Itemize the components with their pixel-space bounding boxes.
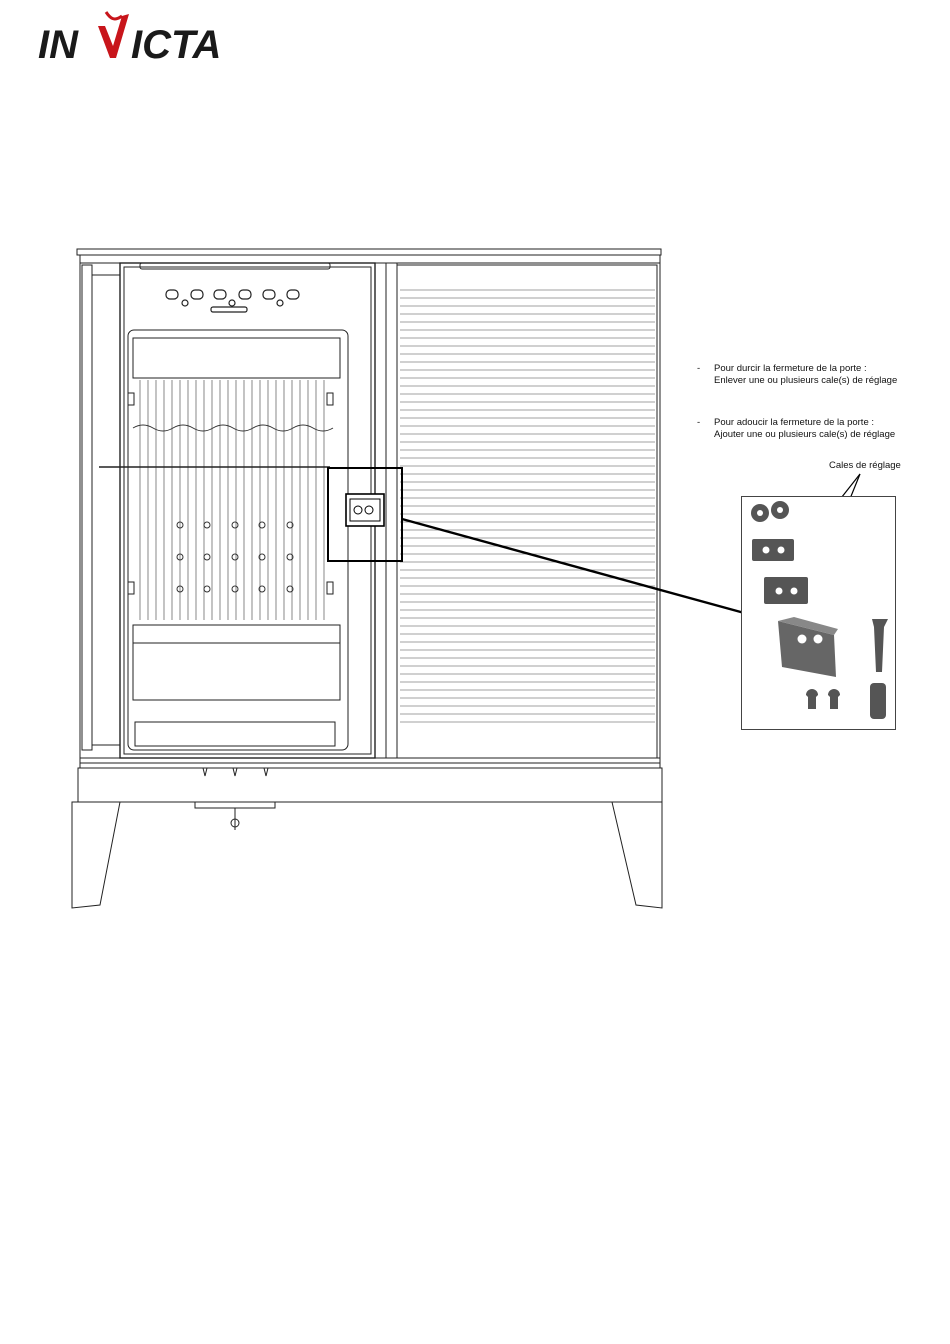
note-bullet: -	[697, 363, 701, 374]
adjustment-notes	[697, 363, 927, 471]
note-instruction: Enlever une ou plusieurs cale(s) de réglage	[714, 375, 898, 386]
shims-label: Cales de réglage	[829, 460, 901, 471]
shims-parts-icon	[742, 497, 895, 729]
svg-text:ICTA: ICTA	[131, 23, 222, 67]
note-bullet: -	[697, 417, 701, 428]
adjustment-shims-parts	[741, 496, 896, 730]
note-title: Pour adoucir la fermeture de la porte :	[714, 417, 875, 428]
svg-text:IN: IN	[38, 23, 78, 67]
note-title: Pour durcir la fermeture de la porte :	[714, 363, 867, 374]
note-soften-closing	[697, 417, 927, 441]
note-instruction: Ajouter une ou plusieurs cale(s) de réglage	[714, 429, 896, 440]
note-harden-closing	[697, 363, 927, 387]
